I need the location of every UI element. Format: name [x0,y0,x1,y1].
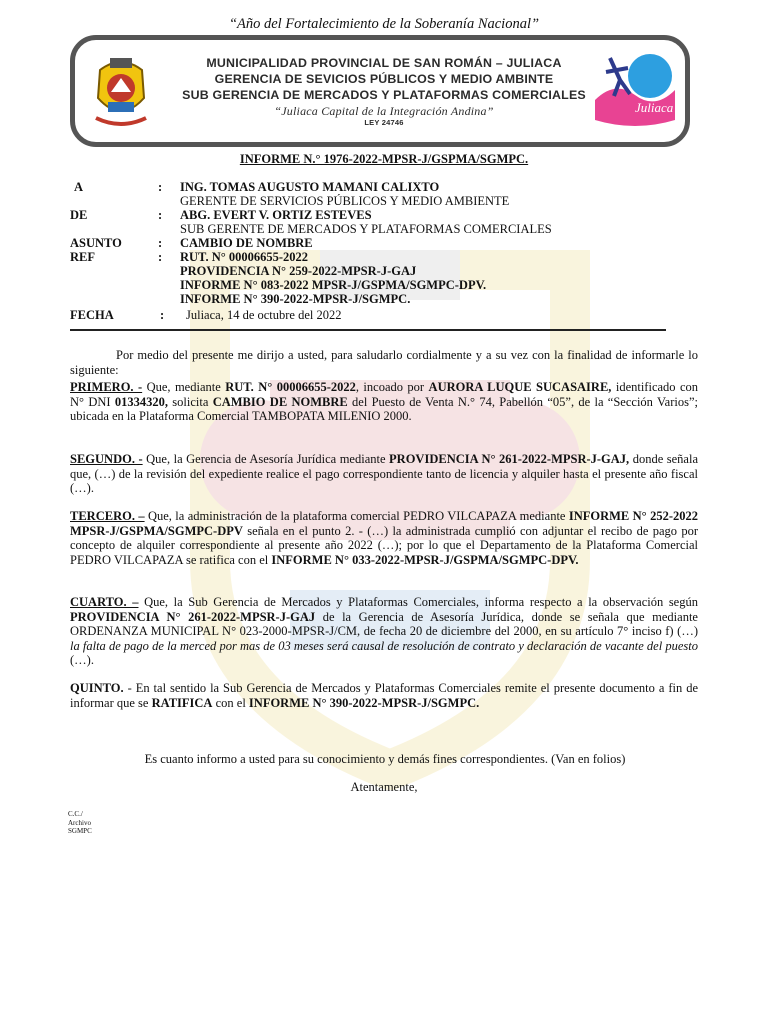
text-run-bold: CAMBIO DE NOMBRE [212,394,348,409]
letterhead-slogan: “Juliaca Capital de la Integración Andina” [274,104,494,118]
paragraph-cuarto [70,595,698,668]
report-title: INFORME N.° 1976-2022-MPSR-J/GSPMA/SGMPC. [239,152,529,166]
text-run: Que, la Sub Gerencia de Mercados y Plataformas Comerciales, informa respecto a la observación según [138,595,698,609]
ref-item: PROVIDENCIA N° 259-2022-MPSR-J-GAJ [180,264,417,278]
recipient-name: ING. TOMAS AUGUSTO MAMANI CALIXTO [180,180,440,194]
text-run: donde señala que, (…) de la revisión del expediente realice el pago correspondiente tanto de licencia y alquiler hasta el presente año fiscal (…). [70,452,698,496]
letterhead-line-gerencia: GERENCIA DE SEVICIOS PÚBLICOS Y MEDIO AMBINTE [214,72,554,86]
text-run: Que, la Gerencia de Asesoría Jurídica mediante [142,452,390,466]
primero-heading: PRIMERO. - [70,380,143,394]
label-a: A [74,180,84,194]
text-run-bold: INFORME N° 390-2022-MPSR-J/SGMPC. [248,695,480,710]
recipient-role: GERENTE DE SERVICIOS PÚBLICOS Y MEDIO AMBIENTE [180,194,510,208]
text-run: solicita [167,394,213,409]
colon-asunto: : [158,236,163,250]
juliaca-logo-text: Juliaca [635,100,674,115]
quinto-heading: QUINTO. [70,681,124,695]
paragraph-tercero [70,509,698,567]
intro-paragraph: Por medio del presente me dirijo a usted, para saludarlo cordialmente y a su vez con la finalidad de informarle lo siguiente: [70,348,698,377]
text-run: (…). [70,653,94,668]
ref-item: INFORME N° 083-2022 MPSR-J/GSPMA/SGMPC-DPV. [180,278,487,292]
ref-item: RUT. N° 00006655-2022 [180,250,309,264]
sender-name: ABG. EVERT V. ORTIZ ESTEVES [180,208,372,222]
text-run-italic: la falta de pago de la merced por mas de 03 meses será causal de resolución de contrato y declaración de vacante del puesto [70,638,698,653]
label-de: DE [70,208,88,222]
colon-de: : [158,208,163,222]
paragraph-quinto [70,681,698,710]
closing-salutation: Atentamente, [350,780,418,794]
text-run-bold: 01334320, [114,394,168,409]
text-run: del Puesto de Venta N.° 74, Pabellón “05”, de la “Sección Varios”; ubicada en la Plataforma Comercial TAMBOPATA MILENIO 2000. [70,394,698,424]
year-motto: “Año del Fortalecimiento de la Soberanía Nacional” [228,16,540,32]
text-run: Que, mediante [142,380,226,394]
text-run-bold: INFORME N° 033-2022-MPSR-J/GSPMA/SGMPC-DPV. [271,552,579,567]
separator-rule [70,329,666,331]
closing-statement: Es cuanto informo a usted para su conocimiento y demás fines correspondientes. (Van en folios) [144,752,626,766]
letterhead-law: LEY 24746 [364,118,404,127]
label-ref: REF [70,250,95,264]
text-run-bold: RATIFICA [151,695,213,710]
cc-line: SGMPC [68,827,92,835]
label-asunto: ASUNTO [70,236,122,250]
segundo-heading: SEGUNDO. - [70,452,143,466]
text-run-bold: RUT. N° 00006655-2022 [225,380,356,394]
cc-line: C.C./ [68,810,83,818]
colon-ref: : [158,250,163,264]
label-fecha: FECHA [70,308,114,322]
text-run: Que, la administración de la plataforma comercial PEDRO VILCAPAZA mediante [144,509,569,523]
cc-block [68,810,92,836]
cc-line: Archivo [68,818,91,827]
text-run-bold: AURORA LUQUE SUCASAIRE, [428,380,612,394]
ref-item: INFORME N° 390-2022-MPSR-J/SGMPC. [180,292,411,306]
tercero-heading: TERCERO. – [70,509,145,523]
subject-value: CAMBIO DE NOMBRE [180,236,313,250]
date-value: Juliaca, 14 de octubre del 2022 [186,308,342,322]
letterhead-line-subgerencia: SUB GERENCIA DE MERCADOS Y PLATAFORMAS COMERCIALES [182,88,586,102]
paragraph-primero [70,380,698,424]
paragraph-segundo [70,452,698,496]
colon-a: : [158,180,163,194]
cuarto-heading: CUARTO. – [70,595,139,609]
sender-role: SUB GERENTE DE MERCADOS Y PLATAFORMAS COMERCIALES [180,222,552,236]
text-run: señala en el punto 2. - (…) la administrada cumplió con adjuntar el recibo de pago por concepto de alquiler correspondiente al presente año 2022 (…); por lo que el Departamento de la Plataforma Comercial PEDRO VILCAPAZA se ratifica con el [70,523,698,567]
text-run: con el [212,695,249,710]
text-run-bold: PROVIDENCIA N° 261-2022-MPSR-J-GAJ [70,609,316,624]
text-run: , incoado por [355,380,429,394]
text-run: - En tal sentido la Sub Gerencia de Mercados y Plataformas Comerciales remite el presente documento a fin de informar que se [70,681,698,710]
text-run-bold: PROVIDENCIA N° 261-2022-MPSR-J-GAJ, [389,452,630,466]
text-run-bold: INFORME N° 252-2022 MPSR-J/GSPMA/SGMPC-DPV [70,509,698,538]
text-run: de la Gerencia de Asesoría Jurídica, donde se señala que mediante ORDENANZA MUNICIPAL N° 023-2000-MPSR-J/CM, de fecha 20 de diciembre del 2000, en su artículo 7° inciso f) (…) [70,609,698,639]
colon-fecha: : [160,308,165,322]
text-run: identificado con N° DNI [70,380,699,409]
letterhead-line-municipality: MUNICIPALIDAD PROVINCIAL DE SAN ROMÁN – JULIACA [206,56,562,70]
